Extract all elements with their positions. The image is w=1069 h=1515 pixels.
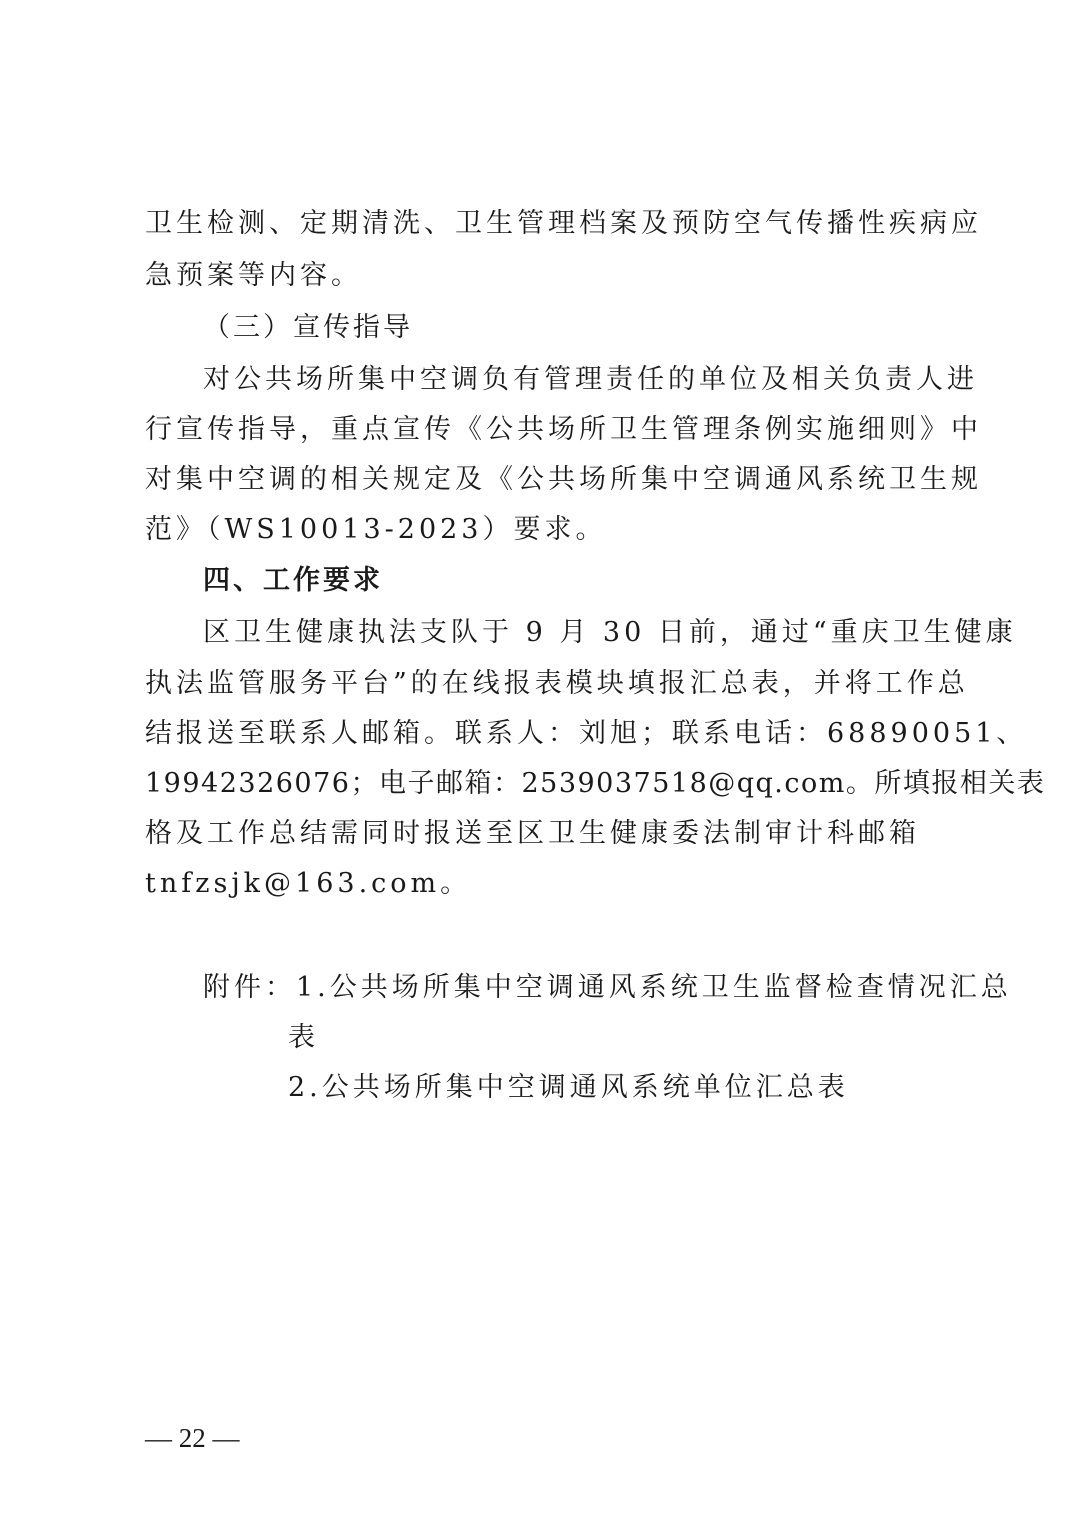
- body-text-line: 行宣传指导，重点宣传《公共场所卫生管理条例实施细则》中: [145, 414, 982, 445]
- body-text-line: 格及工作总结需同时报送至区卫生健康委法制审计科邮箱: [145, 818, 920, 849]
- attachment-item-1-cont: 表: [288, 1022, 319, 1053]
- body-text-line: 卫生检测、定期清洗、卫生管理档案及预防空气传播性疾病应: [145, 208, 982, 239]
- body-text-line: 对公共场所集中空调负有管理责任的单位及相关负责人进: [203, 364, 978, 395]
- body-text-line: 执法监管服务平台”的在线报表模块填报汇总表，并将工作总: [145, 668, 969, 699]
- body-text-line: 区卫生健康执法支队于 9 月 30 日前，通过“重庆卫生健康: [203, 617, 1017, 648]
- section-heading-4: 四、工作要求: [203, 565, 383, 596]
- body-text-line: 范》（WS10013-2023）要求。: [145, 514, 607, 545]
- body-text-line: 对集中空调的相关规定及《公共场所集中空调通风系统卫生规: [145, 464, 982, 495]
- body-text-line: 19942326076；电子邮箱：2539037518@qq.com。所填报相关表: [145, 768, 1046, 799]
- page-number: — 22 —: [145, 1423, 240, 1453]
- attachment-item-2: 2.公共场所集中空调通风系统单位汇总表: [288, 1072, 849, 1103]
- body-text-line: tnfzsjk@163.com。: [145, 868, 472, 899]
- section-heading-3: （三）宣传指导: [203, 312, 413, 343]
- body-text-line: 急预案等内容。: [145, 260, 362, 291]
- attachment-item-1: 附件：1.公共场所集中空调通风系统卫生监督检查情况汇总: [203, 972, 1012, 1003]
- body-text-line: 结报送至联系人邮箱。联系人：刘旭；联系电话：68890051、: [145, 718, 1028, 749]
